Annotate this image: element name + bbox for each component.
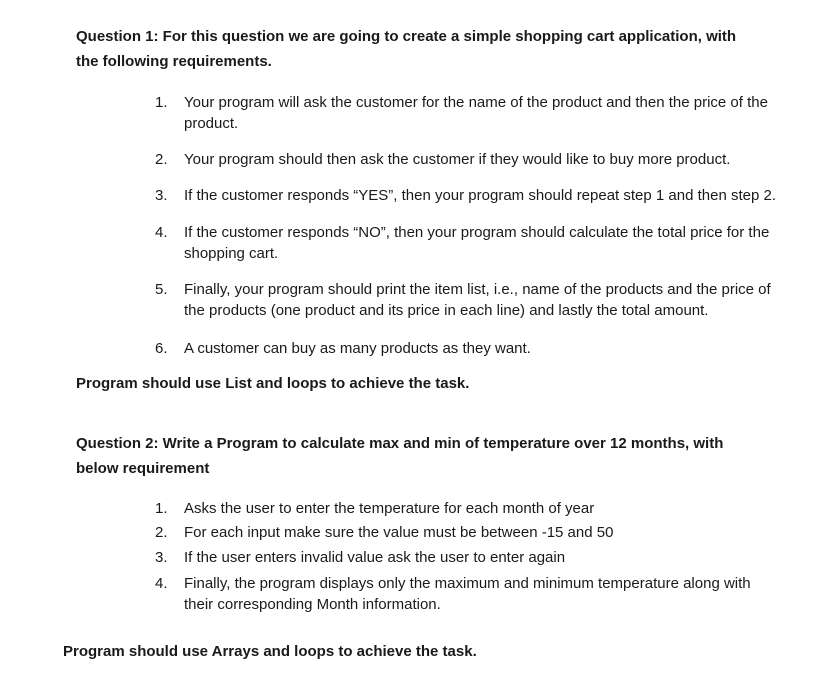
question-1-heading-line-2: the following requirements. [76,53,272,70]
list-item-text-line-1: If the user enters invalid value ask the user to enter again [184,549,566,566]
list-item-text-line-1: Your program will ask the customer for the name of the product and then the price of the [184,94,768,111]
list-item-number: 4. [155,224,168,241]
list-item-number: 1. [155,94,168,111]
list-item-text-line-2: product. [184,115,239,132]
list-item-number: 5. [155,281,168,298]
list-item-text-line-2: their corresponding Month information. [184,596,441,613]
list-item-text-line-1: For each input make sure the value must be between -15 and 50 [184,524,614,541]
list-item-text-line-1: If the customer responds “YES”, then your program should repeat step 1 and then step 2. [184,187,777,204]
list-item-text-line-1: Asks the user to enter the temperature for each month of year [184,500,595,517]
list-item-text [184,498,594,519]
question-2-footer-note: Program should use Arrays and loops to achieve the task. [63,643,477,660]
list-item-text-line-2: the products (one product and its price in each line) and lastly the total amount. [184,302,709,319]
list-item-text [184,222,769,264]
list-item-text-line-2: shopping cart. [184,245,279,262]
question-2-heading [76,431,723,481]
question-1-heading-line-1: Question 1: For this question we are going to create a simple shopping cart application, with [76,28,737,45]
list-item-text [184,92,768,134]
list-item-number: 3. [155,549,168,566]
list-item-text-line-1: Your program should then ask the customer if they would like to buy more product. [184,151,731,168]
list-item-text [184,279,771,321]
list-item-text-line-1: Finally, your program should print the item list, i.e., name of the products and the price of [184,281,771,298]
question-2-heading-line-1: Question 2: Write a Program to calculate max and min of temperature over 12 months, with [76,435,724,452]
list-item-text [184,547,565,568]
question-1-heading [76,24,736,74]
list-item-number: 4. [155,575,168,592]
list-item-text-line-1: Finally, the program displays only the maximum and minimum temperature along with [184,575,751,592]
list-item-number: 3. [155,187,168,204]
list-item-text [184,573,751,615]
list-item-text-line-1: A customer can buy as many products as they want. [184,340,531,357]
list-item-text-line-1: If the customer responds “NO”, then your program should calculate the total price for the [184,224,770,241]
list-item-number: 2. [155,151,168,168]
question-2-heading-line-2: below requirement [76,460,210,477]
question-1-footer-note: Program should use List and loops to achieve the task. [76,375,470,392]
list-item-text [184,149,730,170]
list-item-number: 2. [155,524,168,541]
list-item-text [184,338,531,359]
list-item-text [184,185,776,206]
list-item-number: 1. [155,500,168,517]
list-item-number: 6. [155,340,168,357]
list-item-text [184,522,613,543]
